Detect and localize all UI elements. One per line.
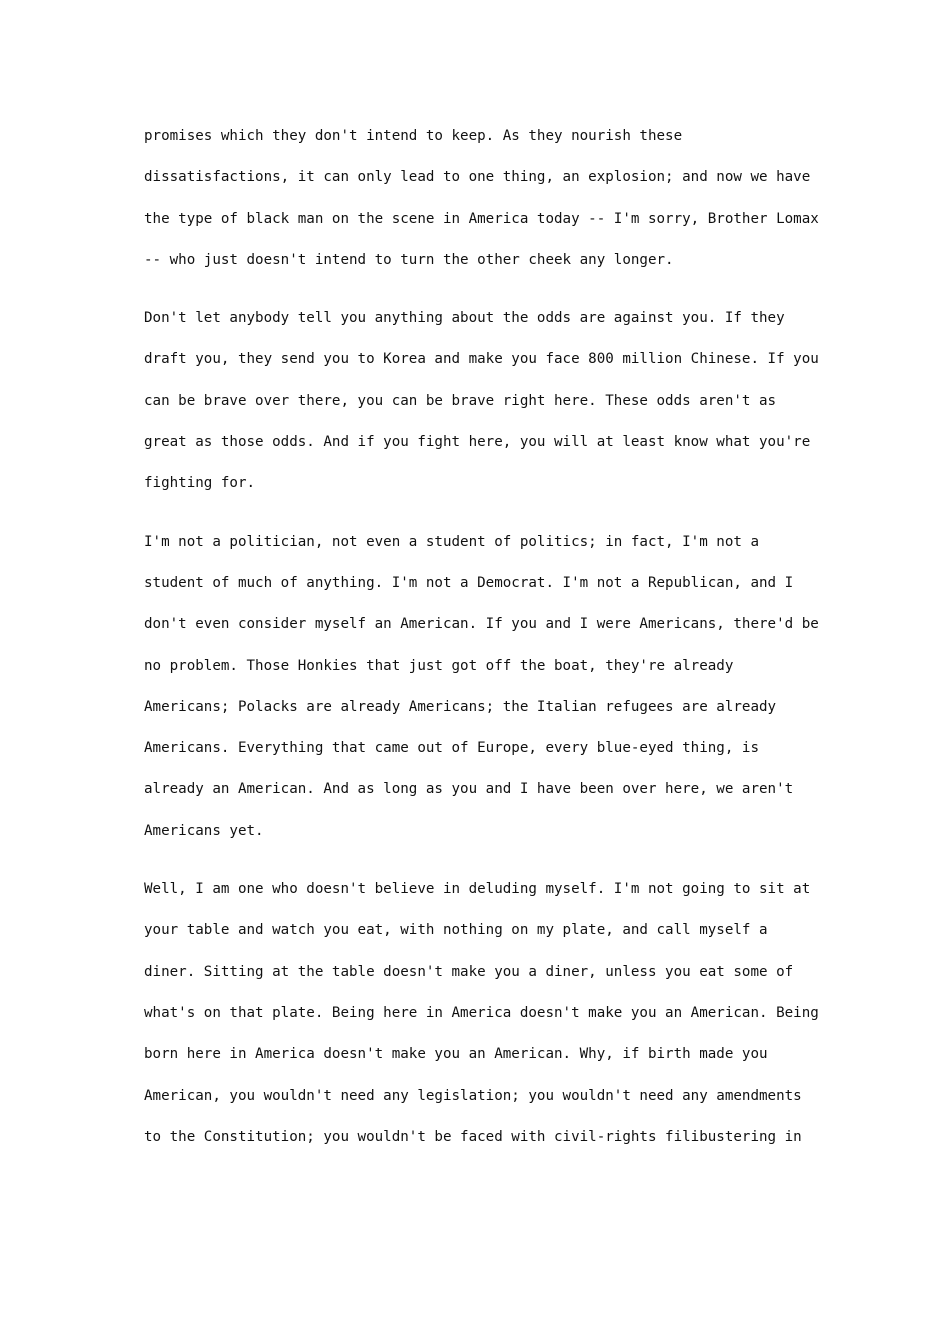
text-line: no problem. Those Honkies that just got off the boat, they're already bbox=[144, 657, 734, 674]
text-line: dissatisfactions, it can only lead to one thing, an explosion; and now we have bbox=[144, 169, 811, 186]
text-line: Americans. Everything that came out of Europe, every blue-eyed thing, is bbox=[144, 740, 759, 757]
text-line: the type of black man on the scene in America today -- I'm sorry, Brother Lomax bbox=[144, 210, 819, 227]
text-line: great as those odds. And if you fight here, you will at least know what you're bbox=[144, 434, 811, 451]
text-line: Americans; Polacks are already Americans; the Italian refugees are already bbox=[144, 698, 777, 715]
text-line: your table and watch you eat, with nothing on my plate, and call myself a bbox=[144, 922, 768, 939]
text-line: -- who just doesn't intend to turn the other cheek any longer. bbox=[144, 251, 674, 268]
text-line: I'm not a politician, not even a student of politics; in fact, I'm not a bbox=[144, 533, 759, 550]
text-line: diner. Sitting at the table doesn't make you a diner, unless you eat some of bbox=[144, 963, 794, 980]
text-line: already an American. And as long as you and I have been over here, we aren't bbox=[144, 781, 794, 798]
text-line: American, you wouldn't need any legislation; you wouldn't need any amendments bbox=[144, 1087, 802, 1104]
text-line: Don't let anybody tell you anything about the odds are against you. If they bbox=[144, 310, 785, 327]
text-line: draft you, they send you to Korea and make you face 800 million Chinese. If you bbox=[144, 351, 819, 368]
paragraph-1 bbox=[144, 116, 824, 281]
text-line: Americans yet. bbox=[144, 822, 264, 839]
paragraph-3 bbox=[144, 522, 824, 852]
text-line: Well, I am one who doesn't believe in deluding myself. I'm not going to sit at bbox=[144, 881, 811, 898]
text-line: student of much of anything. I'm not a Democrat. I'm not a Republican, and I bbox=[144, 574, 794, 591]
paragraph-2 bbox=[144, 298, 824, 504]
text-line: don't even consider myself an American. If you and I were Americans, there'd be bbox=[144, 616, 819, 633]
text-line: what's on that plate. Being here in America doesn't make you an American. Being bbox=[144, 1004, 819, 1021]
text-line: born here in America doesn't make you an American. Why, if birth made you bbox=[144, 1046, 768, 1063]
paragraph-4 bbox=[144, 869, 824, 1158]
text-line: to the Constitution; you wouldn't be faced with civil-rights filibustering in bbox=[144, 1128, 802, 1145]
text-line: promises which they don't intend to keep. As they nourish these bbox=[144, 128, 683, 144]
text-line: can be brave over there, you can be brave right here. These odds aren't as bbox=[144, 392, 777, 409]
document-body bbox=[144, 116, 824, 1175]
text-line: fighting for. bbox=[144, 475, 256, 492]
